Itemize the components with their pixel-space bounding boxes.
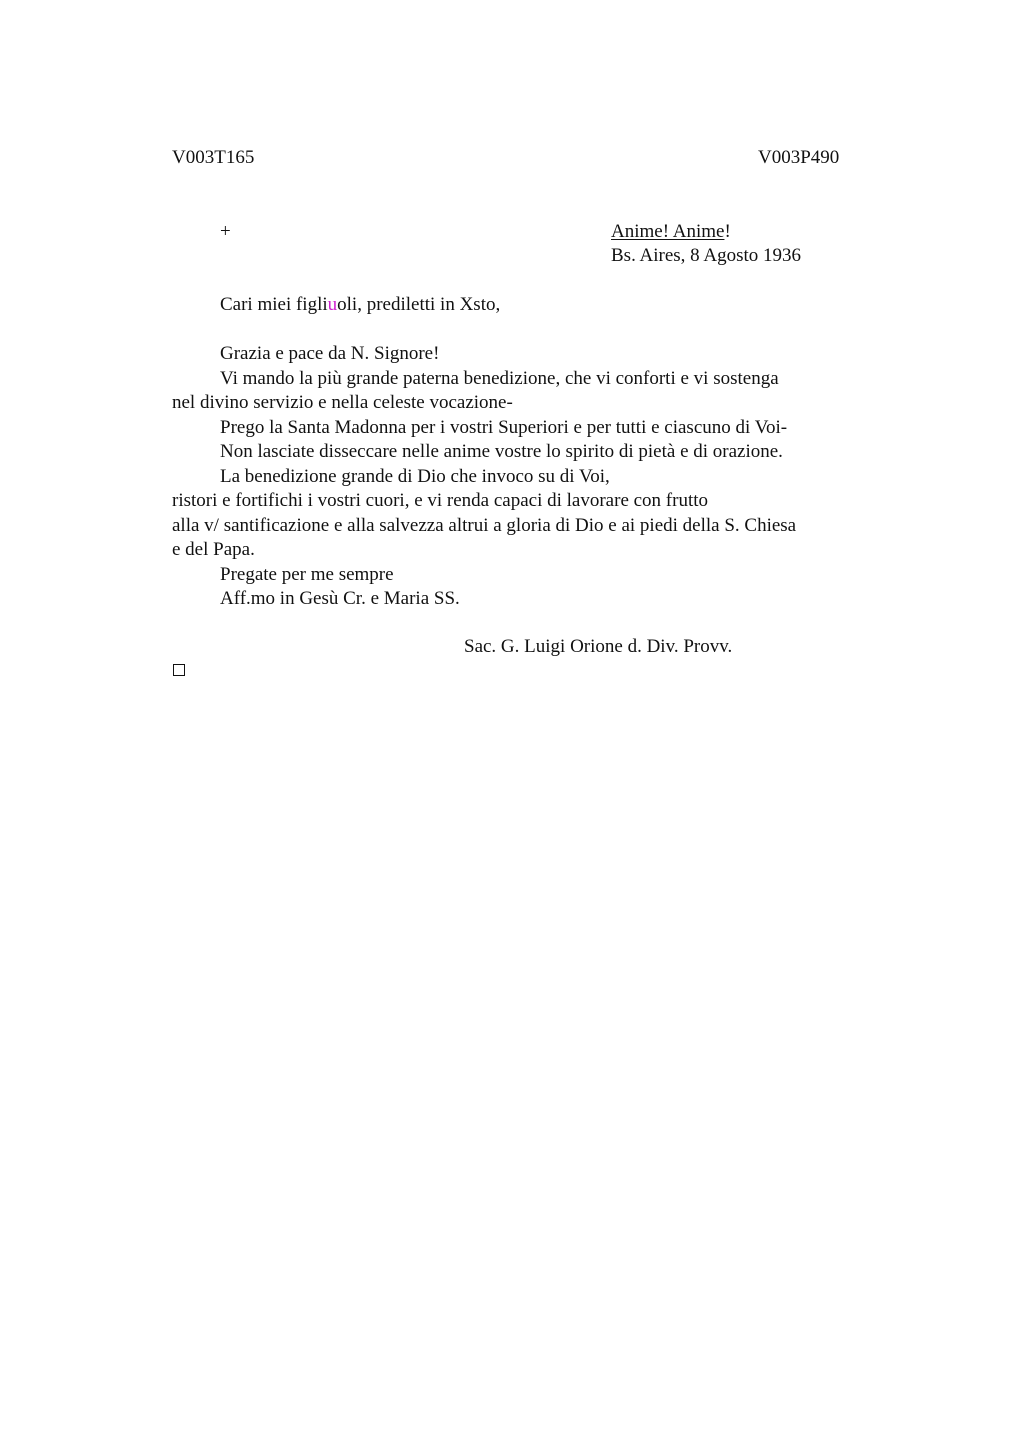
body-line: ristori e fortifichi i vostri cuori, e vi renda capaci di lavorare con frutto <box>172 490 709 511</box>
body-line: La benedizione grande di Dio che invoco su di Voi, <box>220 465 610 487</box>
square-outline-icon <box>173 664 185 676</box>
motto-exclamation: ! <box>724 221 731 242</box>
body-line: e del Papa. <box>172 539 255 560</box>
body-line: alla v/ santificazione e alla salvezza altrui a gloria di Dio e ai piedi della S. Chiesa <box>172 514 797 536</box>
body-line: Pregate per me sempre <box>220 563 394 585</box>
salutation-part-1: Cari miei figli <box>220 294 328 315</box>
body-line: Vi mando la più grande paterna benedizione, che vi conforti e vi sostenga <box>220 367 779 389</box>
salutation-highlight: u <box>327 294 338 315</box>
document-code-left: V003T165 <box>172 147 255 168</box>
body-line: Grazia e pace da N. Signore! <box>220 343 440 364</box>
place-date: Bs. Aires, 8 Agosto 1936 <box>611 245 802 266</box>
salutation <box>220 293 500 318</box>
motto <box>611 220 731 245</box>
body-line: nel divino servizio e nella celeste vocazione- <box>172 392 513 413</box>
letter-body <box>172 342 862 612</box>
salutation-part-2: oli, prediletti in Xsto, <box>337 294 501 315</box>
cross-symbol: + <box>220 221 231 242</box>
document-code-right: V003P490 <box>758 147 840 168</box>
body-line: Aff.mo in Gesù Cr. e Maria SS. <box>220 588 460 609</box>
body-line: Prego la Santa Madonna per i vostri Superiori e per tutti e ciascuno di Voi- <box>220 416 788 438</box>
signature: Sac. G. Luigi Orione d. Div. Provv. <box>464 636 733 657</box>
motto-underlined: Anime! Anime <box>611 221 725 242</box>
body-line: Non lasciate disseccare nelle anime vostre lo spirito di pietà e di orazione. <box>220 441 783 462</box>
